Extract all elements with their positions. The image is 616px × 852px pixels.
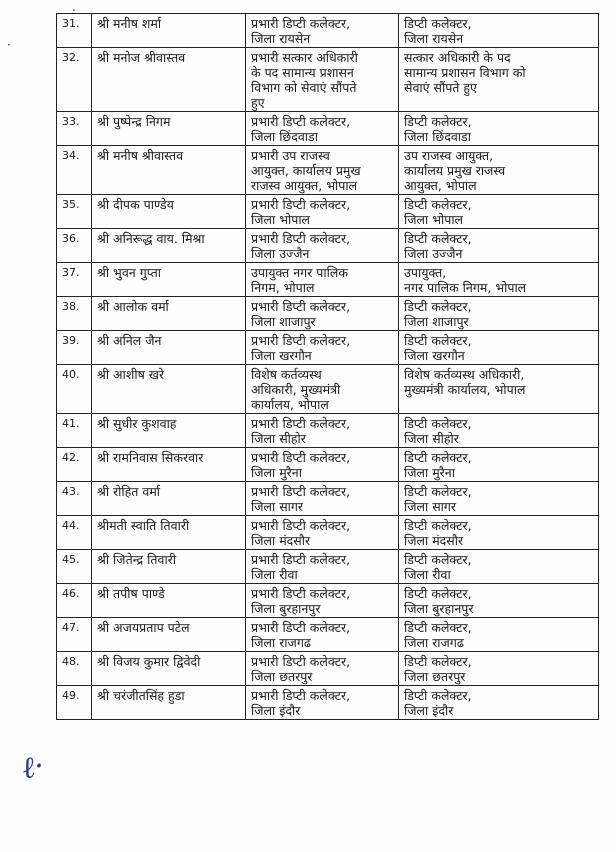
transfer-orders-table [56,13,599,720]
current-posting-line: प्रभारी डिप्टी कलेक्टर, [251,333,351,348]
officer-name-cell: श्री जितेन्द्र तिवारी [92,550,246,584]
officer-name-cell: श्री भुवन गुप्ता [92,263,246,297]
serial-number-cell: 36. [57,229,92,263]
new-posting-line: डिप्टी कलेक्टर, [404,654,472,669]
current-posting-line: अधिकारी, मुख्यमंत्री [251,382,341,397]
new-posting-cell [399,652,599,686]
current-posting-line: हुए [251,95,265,110]
current-posting-line: जिला बुरहानपुर [251,601,321,616]
new-posting-line: डिप्टी कलेक्टर, [404,552,472,567]
new-posting-line: उप राजस्व आयुक्त, [404,148,494,163]
new-posting-cell [399,331,599,365]
current-posting-line: जिला उज्जैन [251,246,310,261]
officer-name-cell: श्री अजयप्रताप पटेल [92,618,246,652]
new-posting-line: जिला खरगौन [404,348,465,363]
new-posting-line: उपायुक्त, [404,265,447,280]
new-posting-line: डिप्टी कलेक्टर, [404,197,472,212]
new-posting-cell [399,48,599,112]
current-posting-cell [246,482,399,516]
current-posting-cell [246,297,399,331]
current-posting-line: जिला इंदौर [251,703,301,718]
current-posting-line: निगम, भोपाल [251,280,315,295]
current-posting-cell [246,229,399,263]
current-posting-line: प्रभारी डिप्टी कलेक्टर, [251,620,351,635]
current-posting-line: आयुक्त, कार्यालय प्रमुख [251,163,361,178]
officer-name-cell: श्री अनिरूद्ध वाय. मिश्रा [92,229,246,263]
new-posting-line: डिप्टी कलेक्टर, [404,484,472,499]
new-posting-cell [399,112,599,146]
new-posting-line: डिप्टी कलेक्टर, [404,16,472,31]
table-row [57,482,599,516]
current-posting-cell [246,48,399,112]
current-posting-line: जिला खरगौन [251,348,312,363]
table-row [57,195,599,229]
current-posting-line: जिला छतरपुर [251,669,313,684]
serial-number-cell: 41. [57,414,92,448]
serial-number-cell: 38. [57,297,92,331]
current-posting-line: जिला छिंदवाडा [251,129,318,144]
officer-name-cell: श्री चरंजीतसिंह हुडा [92,686,246,720]
current-posting-line: जिला सागर [251,499,304,514]
new-posting-line: सामान्य प्रशासन विभाग को [404,65,526,80]
current-posting-cell [246,550,399,584]
new-posting-line: जिला छिंदवाडा [404,129,471,144]
current-posting-line: प्रभारी डिप्टी कलेक्टर, [251,654,351,669]
current-posting-line: प्रभारी डिप्टी कलेक्टर, [251,231,351,246]
current-posting-line: के पद सामान्य प्रशासन [251,65,354,80]
new-posting-line: मुख्यमंत्री कार्यालय, भोपाल [404,382,526,397]
new-posting-cell [399,550,599,584]
officer-name-cell: श्री रामनिवास सिकरवार [92,448,246,482]
current-posting-cell [246,516,399,550]
officer-name-cell: श्री अनिल जैन [92,331,246,365]
new-posting-line: डिप्टी कलेक्टर, [404,620,472,635]
current-posting-line: प्रभारी सत्कार अधिकारी [251,50,358,65]
new-posting-line: डिप्टी कलेक्टर, [404,333,472,348]
current-posting-line: जिला रायसेन [251,31,311,46]
officer-name-cell: श्रीमती स्वाति तिवारी [92,516,246,550]
current-posting-line: विभाग को सेवाएं सौंपते [251,80,357,95]
new-posting-line: डिप्टी कलेक्टर, [404,688,472,703]
new-posting-line: नगर पालिक निगम, भोपाल [404,280,527,295]
current-posting-cell [246,195,399,229]
table-row [57,48,599,112]
table-row [57,112,599,146]
current-posting-line: जिला रीवा [251,567,298,582]
new-posting-line: जिला भोपाल [404,212,464,227]
serial-number-cell: 44. [57,516,92,550]
new-posting-line: डिप्टी कलेक्टर, [404,231,472,246]
new-posting-cell [399,516,599,550]
margin-tick: · [7,38,11,52]
new-posting-line: जिला बुरहानपुर [404,601,474,616]
serial-number-cell: 31. [57,14,92,48]
serial-number-cell: 43. [57,482,92,516]
new-posting-line: जिला मंदसौर [404,533,464,548]
current-posting-cell [246,414,399,448]
serial-number-cell: 42. [57,448,92,482]
new-posting-line: डिप्टी कलेक्टर, [404,586,472,601]
current-posting-line: प्रभारी डिप्टी कलेक्टर, [251,416,351,431]
table-row [57,584,599,618]
officer-name-cell: श्री तपीष पाण्डे [92,584,246,618]
new-posting-line: जिला राजगढ [404,635,464,650]
current-posting-cell [246,146,399,195]
new-posting-line: जिला सागर [404,499,457,514]
new-posting-cell [399,14,599,48]
current-posting-line: कार्यालय, भोपाल [251,397,329,412]
table-body [57,14,599,720]
new-posting-line: जिला छतरपुर [404,669,466,684]
current-posting-line: प्रभारी डिप्टी कलेक्टर, [251,16,351,31]
officer-name-cell: श्री दीपक पाण्डेय [92,195,246,229]
officer-name-cell: श्री पुष्पेन्द्र निगम [92,112,246,146]
table-row [57,146,599,195]
table-row [57,448,599,482]
table-row [57,686,599,720]
current-posting-line: प्रभारी डिप्टी कलेक्टर, [251,688,351,703]
table-row [57,297,599,331]
officer-name-cell: श्री आशीष खरे [92,365,246,414]
new-posting-cell [399,618,599,652]
current-posting-line: प्रभारी डिप्टी कलेक्टर, [251,484,351,499]
current-posting-cell [246,686,399,720]
serial-number-cell: 47. [57,618,92,652]
table-row [57,331,599,365]
new-posting-line: डिप्टी कलेक्टर, [404,518,472,533]
new-posting-line: जिला सीहोर [404,431,459,446]
current-posting-cell [246,112,399,146]
serial-number-cell: 46. [57,584,92,618]
table-row [57,550,599,584]
table-row [57,652,599,686]
current-posting-line: जिला मंदसौर [251,533,311,548]
serial-number-cell: 48. [57,652,92,686]
new-posting-line: जिला इंदौर [404,703,454,718]
new-posting-line: डिप्टी कलेक्टर, [404,450,472,465]
new-posting-cell [399,195,599,229]
current-posting-line: जिला भोपाल [251,212,311,227]
officer-name-cell: श्री रोहित वर्मा [92,482,246,516]
current-posting-line: उपायुक्त नगर पालिक [251,265,348,280]
serial-number-cell: 39. [57,331,92,365]
current-posting-cell [246,652,399,686]
current-posting-line: प्रभारी डिप्टी कलेक्टर, [251,552,351,567]
table-row [57,14,599,48]
current-posting-cell [246,584,399,618]
officer-name-cell: श्री विजय कुमार द्विवेदी [92,652,246,686]
new-posting-cell [399,297,599,331]
current-posting-cell [246,618,399,652]
current-posting-line: प्रभारी डिप्टी कलेक्टर, [251,197,351,212]
serial-number-cell: 33. [57,112,92,146]
new-posting-cell [399,365,599,414]
current-posting-line: राजस्व आयुक्त, भोपाल [251,178,358,193]
officer-name-cell: श्री मनीष शर्मा [92,14,246,48]
current-posting-cell [246,365,399,414]
table-row [57,365,599,414]
serial-number-cell: 34. [57,146,92,195]
table-row [57,618,599,652]
serial-number-cell: 45. [57,550,92,584]
serial-number-cell: 35. [57,195,92,229]
table-row [57,229,599,263]
current-posting-line: जिला सीहोर [251,431,306,446]
new-posting-line: आयुक्त, भोपाल [404,178,477,193]
officer-name-cell: श्री मनोज श्रीवास्तव [92,48,246,112]
new-posting-line: विशेष कर्तव्यस्थ अधिकारी, [404,367,525,382]
margin-dot: . [72,0,76,14]
new-posting-line: जिला उज्जैन [404,246,463,261]
officer-name-cell: श्री सुधीर कुशवाह [92,414,246,448]
table-row [57,414,599,448]
new-posting-line: जिला शाजापुर [404,314,469,329]
new-posting-line: जिला रायसेन [404,31,464,46]
current-posting-cell [246,263,399,297]
new-posting-line: डिप्टी कलेक्टर, [404,114,472,129]
serial-number-cell: 32. [57,48,92,112]
new-posting-cell [399,482,599,516]
current-posting-line: प्रभारी डिप्टी कलेक्टर, [251,114,351,129]
new-posting-line: कार्यालय प्रमुख राजस्व [404,163,506,178]
new-posting-line: सेवाएं सौंपते हुए [404,80,477,95]
current-posting-line: प्रभारी डिप्टी कलेक्टर, [251,586,351,601]
current-posting-line: जिला राजगढ [251,635,311,650]
table-row [57,516,599,550]
new-posting-cell [399,414,599,448]
officer-name-cell: श्री मनीष श्रीवास्तव [92,146,246,195]
current-posting-line: प्रभारी डिप्टी कलेक्टर, [251,518,351,533]
new-posting-cell [399,146,599,195]
new-posting-cell [399,448,599,482]
new-posting-line: डिप्टी कलेक्टर, [404,416,472,431]
new-posting-cell [399,686,599,720]
current-posting-cell [246,331,399,365]
new-posting-line: जिला मुरैना [404,465,455,480]
current-posting-line: विशेष कर्तव्यस्थ [251,367,322,382]
handwritten-initial-mark: ℓ· [19,748,47,787]
table-row [57,263,599,297]
current-posting-line: प्रभारी डिप्टी कलेक्टर, [251,450,351,465]
current-posting-line: प्रभारी उप राजस्व [251,148,330,163]
current-posting-cell [246,448,399,482]
current-posting-line: प्रभारी डिप्टी कलेक्टर, [251,299,351,314]
new-posting-line: डिप्टी कलेक्टर, [404,299,472,314]
officer-name-cell: श्री आलोक वर्मा [92,297,246,331]
new-posting-cell [399,584,599,618]
serial-number-cell: 37. [57,263,92,297]
new-posting-cell [399,229,599,263]
current-posting-line: जिला मुरैना [251,465,302,480]
serial-number-cell: 40. [57,365,92,414]
current-posting-line: जिला शाजापुर [251,314,316,329]
serial-number-cell: 49. [57,686,92,720]
new-posting-cell [399,263,599,297]
new-posting-line: सत्कार अधिकारी के पद [404,50,511,65]
current-posting-cell [246,14,399,48]
new-posting-line: जिला रीवा [404,567,451,582]
